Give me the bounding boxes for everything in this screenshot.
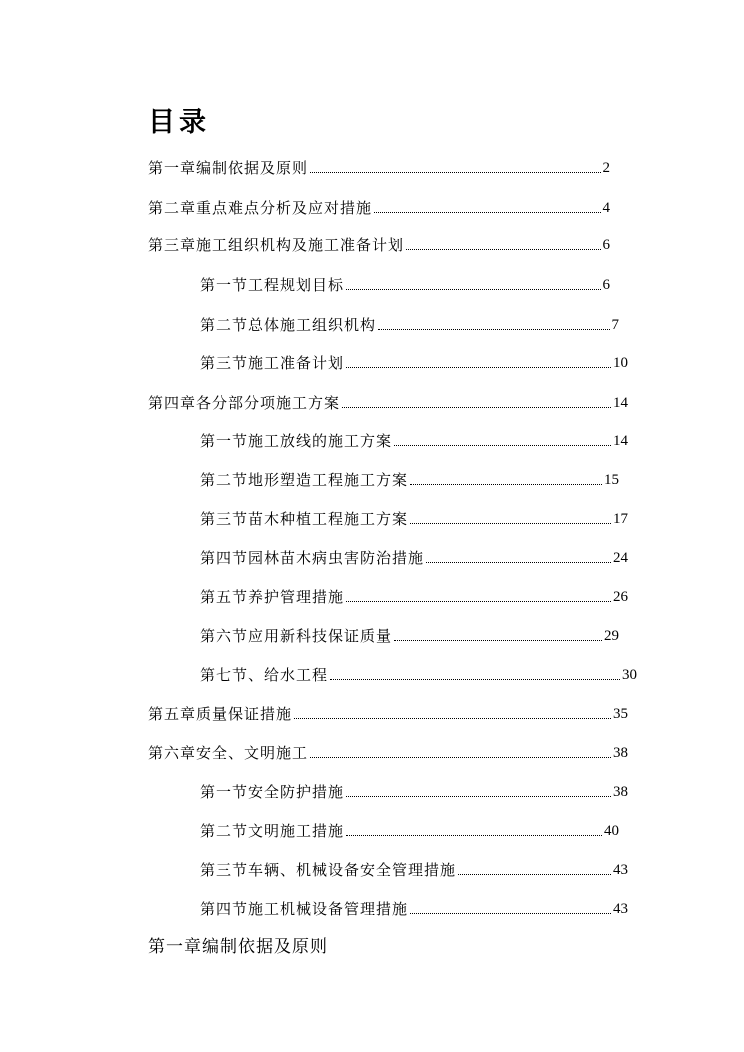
toc-entry-ch4-section-7[interactable] — [200, 661, 637, 685]
toc-leader — [394, 640, 602, 641]
toc-entry-label: 第二节地形塑造工程施工方案 — [200, 471, 409, 489]
toc-leader — [426, 562, 611, 563]
toc-leader — [374, 212, 600, 213]
toc-entry-label: 第二节文明施工措施 — [200, 822, 345, 840]
toc-leader — [346, 367, 611, 368]
toc-leader — [406, 249, 600, 250]
toc-leader — [294, 718, 611, 719]
toc-page-number: 30 — [622, 667, 637, 683]
toc-entry-chapter-5[interactable] — [148, 700, 628, 724]
toc-page-number: 15 — [604, 472, 619, 488]
toc-page-number: 7 — [611, 317, 619, 333]
toc-entry-label: 第三节车辆、机械设备安全管理措施 — [200, 861, 457, 879]
toc-page-number: 24 — [613, 550, 628, 566]
toc-entry-label: 第三章施工组织机构及施工准备计划 — [148, 236, 405, 254]
toc-entry-chapter-2[interactable] — [148, 194, 610, 218]
toc-page-number: 26 — [613, 589, 628, 605]
toc-page-number: 6 — [602, 237, 610, 253]
toc-leader — [342, 407, 611, 408]
toc-leader — [346, 796, 611, 797]
toc-leader — [310, 757, 611, 758]
toc-entry-label: 第一节施工放线的施工方案 — [200, 432, 393, 450]
toc-entry-label: 第三节苗木种植工程施工方案 — [200, 510, 409, 528]
toc-entry-label: 第六节应用新科技保证质量 — [200, 627, 393, 645]
toc-leader — [346, 835, 602, 836]
toc-entry-label: 第一节安全防护措施 — [200, 783, 345, 801]
toc-entry-label: 第四章各分部分项施工方案 — [148, 394, 341, 412]
toc-entry-chapter-1[interactable] — [148, 154, 610, 178]
chapter-heading: 第一章编制依据及原则 — [148, 937, 328, 957]
toc-entry-ch3-section-3[interactable] — [200, 349, 628, 373]
toc-entry-chapter-3[interactable] — [148, 231, 610, 255]
toc-leader — [330, 679, 620, 680]
toc-entry-ch4-section-1[interactable] — [200, 427, 628, 451]
toc-entry-ch4-section-2[interactable] — [200, 466, 619, 490]
toc-leader — [346, 289, 600, 290]
toc-page-number: 35 — [613, 706, 628, 722]
toc-leader — [410, 913, 611, 914]
toc-entry-label: 第七节、给水工程 — [200, 666, 329, 684]
toc-page-number: 17 — [613, 511, 628, 527]
toc-page-number: 6 — [602, 277, 610, 293]
toc-entry-label: 第三节施工准备计划 — [200, 354, 345, 372]
toc-leader — [410, 484, 602, 485]
toc-leader — [410, 523, 611, 524]
toc-entry-ch6-section-2[interactable] — [200, 817, 619, 841]
toc-page-number: 43 — [613, 862, 628, 878]
toc-entry-label: 第二章重点难点分析及应对措施 — [148, 199, 373, 217]
toc-leader — [346, 601, 611, 602]
toc-page-number: 2 — [602, 160, 610, 176]
toc-entry-chapter-6[interactable] — [148, 739, 628, 763]
toc-leader — [378, 329, 609, 330]
toc-leader — [394, 445, 611, 446]
toc-page-number: 14 — [613, 433, 628, 449]
toc-page-number: 10 — [613, 355, 628, 371]
toc-entry-ch4-section-3[interactable] — [200, 505, 628, 529]
toc-entry-ch6-section-1[interactable] — [200, 778, 628, 802]
toc-entry-label: 第二节总体施工组织机构 — [200, 316, 377, 334]
toc-page-number: 4 — [602, 200, 610, 216]
toc-entry-label: 第五节养护管理措施 — [200, 588, 345, 606]
toc-entry-label: 第五章质量保证措施 — [148, 705, 293, 723]
toc-entry-label: 第六章安全、文明施工 — [148, 744, 309, 762]
toc-entry-label: 第一章编制依据及原则 — [148, 159, 309, 177]
toc-leader — [458, 874, 611, 875]
toc-page-number: 38 — [613, 784, 628, 800]
toc-title: 目录 — [148, 107, 210, 138]
toc-entry-ch3-section-1[interactable] — [200, 271, 610, 295]
toc-entry-label: 第四节园林苗木病虫害防治措施 — [200, 549, 425, 567]
toc-page-number: 38 — [613, 745, 628, 761]
toc-entry-ch4-section-5[interactable] — [200, 583, 628, 607]
toc-entry-chapter-4[interactable] — [148, 389, 628, 413]
toc-entry-ch3-section-2[interactable] — [200, 311, 619, 335]
toc-entry-label: 第一节工程规划目标 — [200, 276, 345, 294]
toc-page-number: 29 — [604, 628, 619, 644]
toc-leader — [310, 172, 600, 173]
toc-entry-ch4-section-6[interactable] — [200, 622, 619, 646]
toc-page-number: 43 — [613, 901, 628, 917]
toc-entry-label: 第四节施工机械设备管理措施 — [200, 900, 409, 918]
toc-entry-ch6-section-4[interactable] — [200, 895, 628, 919]
toc-entry-ch6-section-3[interactable] — [200, 856, 628, 880]
toc-entry-ch4-section-4[interactable] — [200, 544, 628, 568]
toc-page-number: 40 — [604, 823, 619, 839]
toc-page-number: 14 — [613, 395, 628, 411]
